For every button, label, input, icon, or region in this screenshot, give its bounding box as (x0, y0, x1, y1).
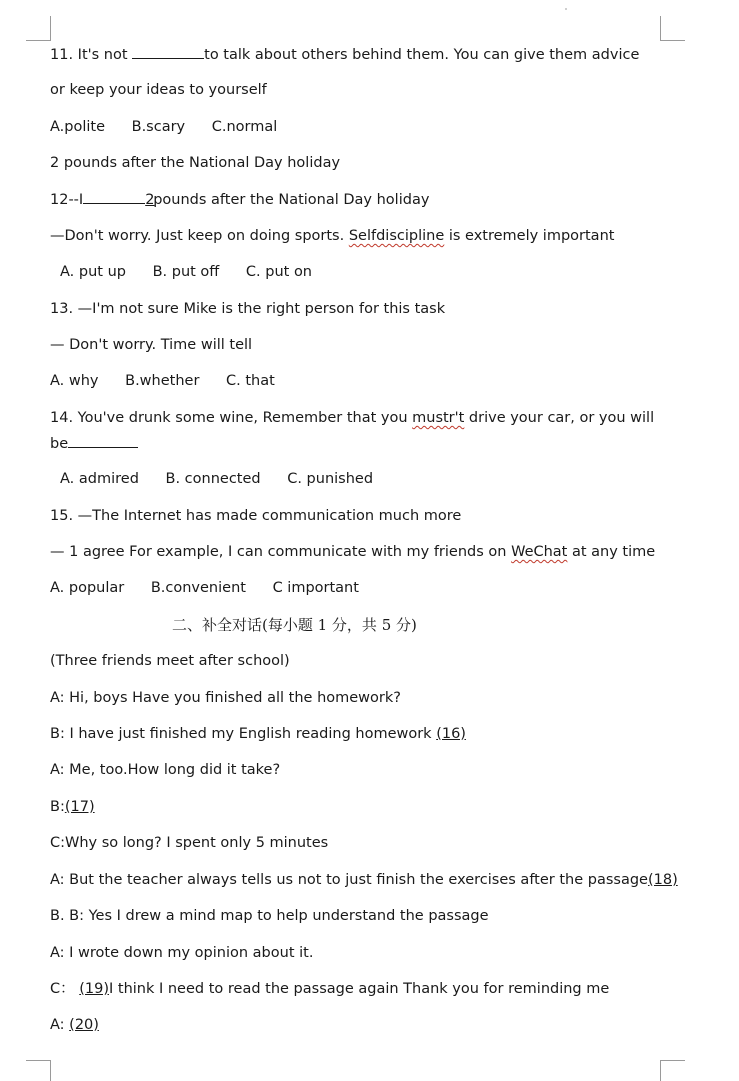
q11-line-1 (50, 44, 670, 65)
dialogue-a5 (50, 1015, 670, 1035)
q12-response-text: —Don't worry. Just keep on doing sports. (50, 228, 349, 244)
q15-line-1: 15. —The Internet has made communication much more (50, 508, 462, 524)
q13-option-c[interactable]: C. that (226, 373, 275, 389)
q15-option-a[interactable]: A. popular (50, 580, 125, 596)
blank-17[interactable]: (17) (64, 799, 95, 815)
q12-answer-blank[interactable] (83, 189, 155, 208)
page-corner-mark-top-right (660, 16, 685, 41)
q14-line-2 (50, 433, 670, 454)
page-corner-mark-bottom-left (26, 1060, 51, 1081)
q13-line-1: 13. —I'm not sure Mike is the right person for this task (50, 301, 446, 317)
q15-option-b[interactable]: B.convenient (150, 580, 246, 596)
q14-text-cont: drive your car, or you will (464, 410, 655, 426)
q12-response (50, 226, 670, 246)
dialogue-a1: A: Hi, boys Have you finished all the homework? (50, 690, 401, 706)
q11-answer-blank[interactable] (132, 44, 204, 59)
page-corner-mark-top-left (26, 16, 51, 41)
q15-spellcheck-word: WeChat (511, 544, 568, 560)
q13-option-b[interactable]: B.whether (125, 373, 200, 389)
q12-blank-suffix: 2 (145, 192, 155, 208)
blank-16[interactable]: (16) (436, 726, 466, 742)
q12-option-c[interactable]: C. put on (245, 264, 312, 280)
q12-text: 12--I (50, 192, 84, 208)
page-corner-mark-bottom-right (660, 1060, 685, 1081)
q14-text-be: be (50, 436, 69, 452)
q11-text: 11. It's not (50, 47, 133, 63)
dialogue-a4: A: I wrote down my opinion about it. (50, 945, 314, 961)
q14-option-a[interactable]: A. admired (60, 471, 139, 487)
stray-line: 2 pounds after the National Day holiday (50, 155, 341, 171)
q13-options (50, 371, 670, 391)
dialogue-c1: C:Why so long? I spent only 5 minutes (50, 835, 329, 851)
q14-option-b[interactable]: B. connected (165, 471, 261, 487)
dialogue-c2 (50, 979, 670, 999)
q15-text-cont: at any time (567, 544, 656, 560)
q13-option-a[interactable]: A. why (50, 373, 99, 389)
q14-line-1 (50, 408, 670, 428)
blank-20[interactable]: (20) (69, 1017, 99, 1033)
q14-answer-blank[interactable] (68, 433, 138, 448)
q14-options (60, 469, 680, 489)
dialogue-b3: B. B: Yes I drew a mind map to help understand the passage (50, 908, 489, 924)
dialogue-b2-text: B: (50, 799, 65, 815)
q15-text: — 1 agree For example, I can communicate with my friends on (50, 544, 512, 560)
q11-options (50, 117, 670, 137)
q12-option-b[interactable]: B. put off (152, 264, 220, 280)
dialogue-b1 (50, 724, 670, 744)
q12-spellcheck-word: Selfdiscipline (348, 228, 445, 244)
dialogue-a3 (50, 870, 678, 890)
q11-option-b[interactable]: B.scary (131, 119, 186, 135)
dialogue-c2-speaker: C： (50, 981, 80, 997)
dialogue-c2-text: I think I need to read the passage again Thank you for reminding me (109, 981, 610, 997)
q15-option-c[interactable]: C important (272, 580, 359, 596)
blank-18[interactable]: (18) (647, 872, 678, 888)
q15-options (50, 578, 670, 598)
q11-line-2: or keep your ideas to yourself (50, 82, 267, 98)
q12-line-1 (50, 189, 670, 210)
q12-option-a[interactable]: A. put up (60, 264, 126, 280)
q12-text-cont: pounds after the National Day holiday (153, 192, 430, 208)
q11-option-a[interactable]: A.polite (50, 119, 106, 135)
dialogue-b1-text: B: I have just finished my English reading homework (50, 726, 437, 742)
q11-text-cont: to talk about others behind them. You can give them advice (204, 47, 640, 63)
stray-dot (565, 8, 567, 10)
dialogue-intro: (Three friends meet after school) (50, 653, 290, 669)
dialogue-b2 (50, 797, 670, 817)
q12-response-text-cont: is extremely important (444, 228, 615, 244)
q14-option-c[interactable]: C. punished (287, 471, 374, 487)
dialogue-a2: A: Me, too.How long did it take? (50, 762, 281, 778)
q11-option-c[interactable]: C.normal (211, 119, 278, 135)
q13-line-2: — Don't worry. Time will tell (50, 337, 253, 353)
q14-text: 14. You've drunk some wine, Remember that you (50, 410, 413, 426)
dialogue-a3-text: A: But the teacher always tells us not to just finish the exercises after the passage (50, 872, 648, 888)
blank-19[interactable]: (19) (79, 981, 109, 997)
q14-spellcheck-word: mustr't (412, 410, 465, 426)
q15-line-2 (50, 542, 670, 562)
q12-options (60, 262, 680, 282)
section-2-title: 二、补全对话(每小题 1 分，共 5 分) (172, 616, 417, 634)
dialogue-a5-speaker: A: (50, 1017, 70, 1033)
